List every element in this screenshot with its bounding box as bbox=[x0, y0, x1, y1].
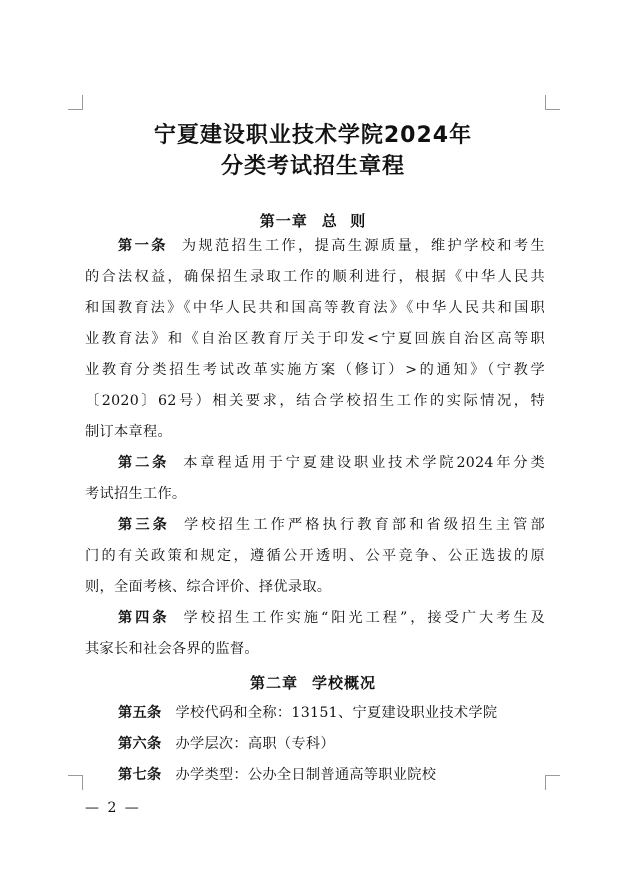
crop-mark-top-right bbox=[545, 95, 560, 110]
article-1-line-4: 业教育法》和《自治区教育厅关于印发<宁夏回族自治区高等职 bbox=[85, 331, 545, 347]
article-5-label: 第五条 bbox=[118, 705, 162, 721]
article-3-line-2: 门的有关政策和规定，遵循公开透明、公平竞争、公正选拔的原 bbox=[85, 548, 545, 564]
article-2-text: 本章程适用于宁夏建设职业技术学院2024年分类 bbox=[183, 455, 545, 471]
article-1-line-2: 的合法权益，确保招生录取工作的顺利进行，根据《中华人民共 bbox=[85, 269, 545, 285]
article-2-line-2: 考试招生工作。 bbox=[85, 486, 187, 502]
article-3-line-3: 则，全面考核、综合评价、择优录取。 bbox=[85, 579, 332, 595]
article-1-line-6: 〔2020〕62号）相关要求，结合学校招生工作的实际情况，特 bbox=[85, 393, 545, 409]
article-1-label: 第一条 bbox=[118, 238, 168, 254]
article-6-label: 第六条 bbox=[118, 736, 162, 752]
document-title-line-1: 宁夏建设职业技术学院2024年 bbox=[153, 123, 473, 148]
article-6-text: 办学层次：高职（专科） bbox=[175, 736, 335, 752]
article-2-line-1 bbox=[118, 453, 545, 473]
chapter-2-heading bbox=[0, 672, 626, 693]
article-1-line-3: 和国教育法》《中华人民共和国高等教育法》《中华人民共和国职 bbox=[85, 300, 545, 316]
article-3-line-1 bbox=[118, 515, 545, 535]
article-5-text: 学校代码和全称：13151、宁夏建设职业技术学院 bbox=[175, 705, 498, 721]
article-6-line bbox=[118, 734, 545, 754]
crop-mark-top-left bbox=[68, 95, 83, 110]
page-number: — 2 — bbox=[85, 800, 141, 816]
article-2-label: 第二条 bbox=[118, 455, 170, 471]
article-1-line-5: 业教育分类招生考试改革实施方案（修订）>的通知》（宁教学 bbox=[85, 362, 545, 378]
article-4-text: 学校招生工作实施“阳光工程”，接受广大考生及 bbox=[183, 610, 545, 626]
article-5-line bbox=[118, 703, 545, 723]
chapter-1-number: 第一章 bbox=[259, 212, 308, 230]
article-1-text: 为规范招生工作，提高生源质量，维护学校和考生 bbox=[181, 238, 545, 254]
article-7-label: 第七条 bbox=[118, 767, 162, 783]
article-1-line-7: 制订本章程。 bbox=[85, 424, 172, 440]
article-4-line-1 bbox=[118, 608, 545, 628]
chapter-2-name: 学校概况 bbox=[312, 674, 377, 692]
article-3-text: 学校招生工作严格执行教育部和省级招生主管部 bbox=[183, 517, 545, 533]
article-1-line-1 bbox=[118, 236, 545, 256]
article-7-line bbox=[118, 765, 545, 785]
article-3-label: 第三条 bbox=[118, 517, 170, 533]
chapter-2-number: 第二章 bbox=[249, 674, 298, 692]
article-4-label: 第四条 bbox=[118, 610, 170, 626]
article-7-text: 办学类型：公办全日制普通高等职业院校 bbox=[175, 767, 437, 783]
document-title-line-2: 分类考试招生章程 bbox=[220, 154, 405, 179]
crop-mark-bottom-left bbox=[68, 775, 83, 790]
article-4-line-2: 其家长和社会各界的监督。 bbox=[85, 641, 259, 657]
chapter-1-name: 总 则 bbox=[321, 212, 367, 230]
chapter-1-heading bbox=[0, 210, 626, 231]
crop-mark-bottom-right bbox=[545, 775, 560, 790]
